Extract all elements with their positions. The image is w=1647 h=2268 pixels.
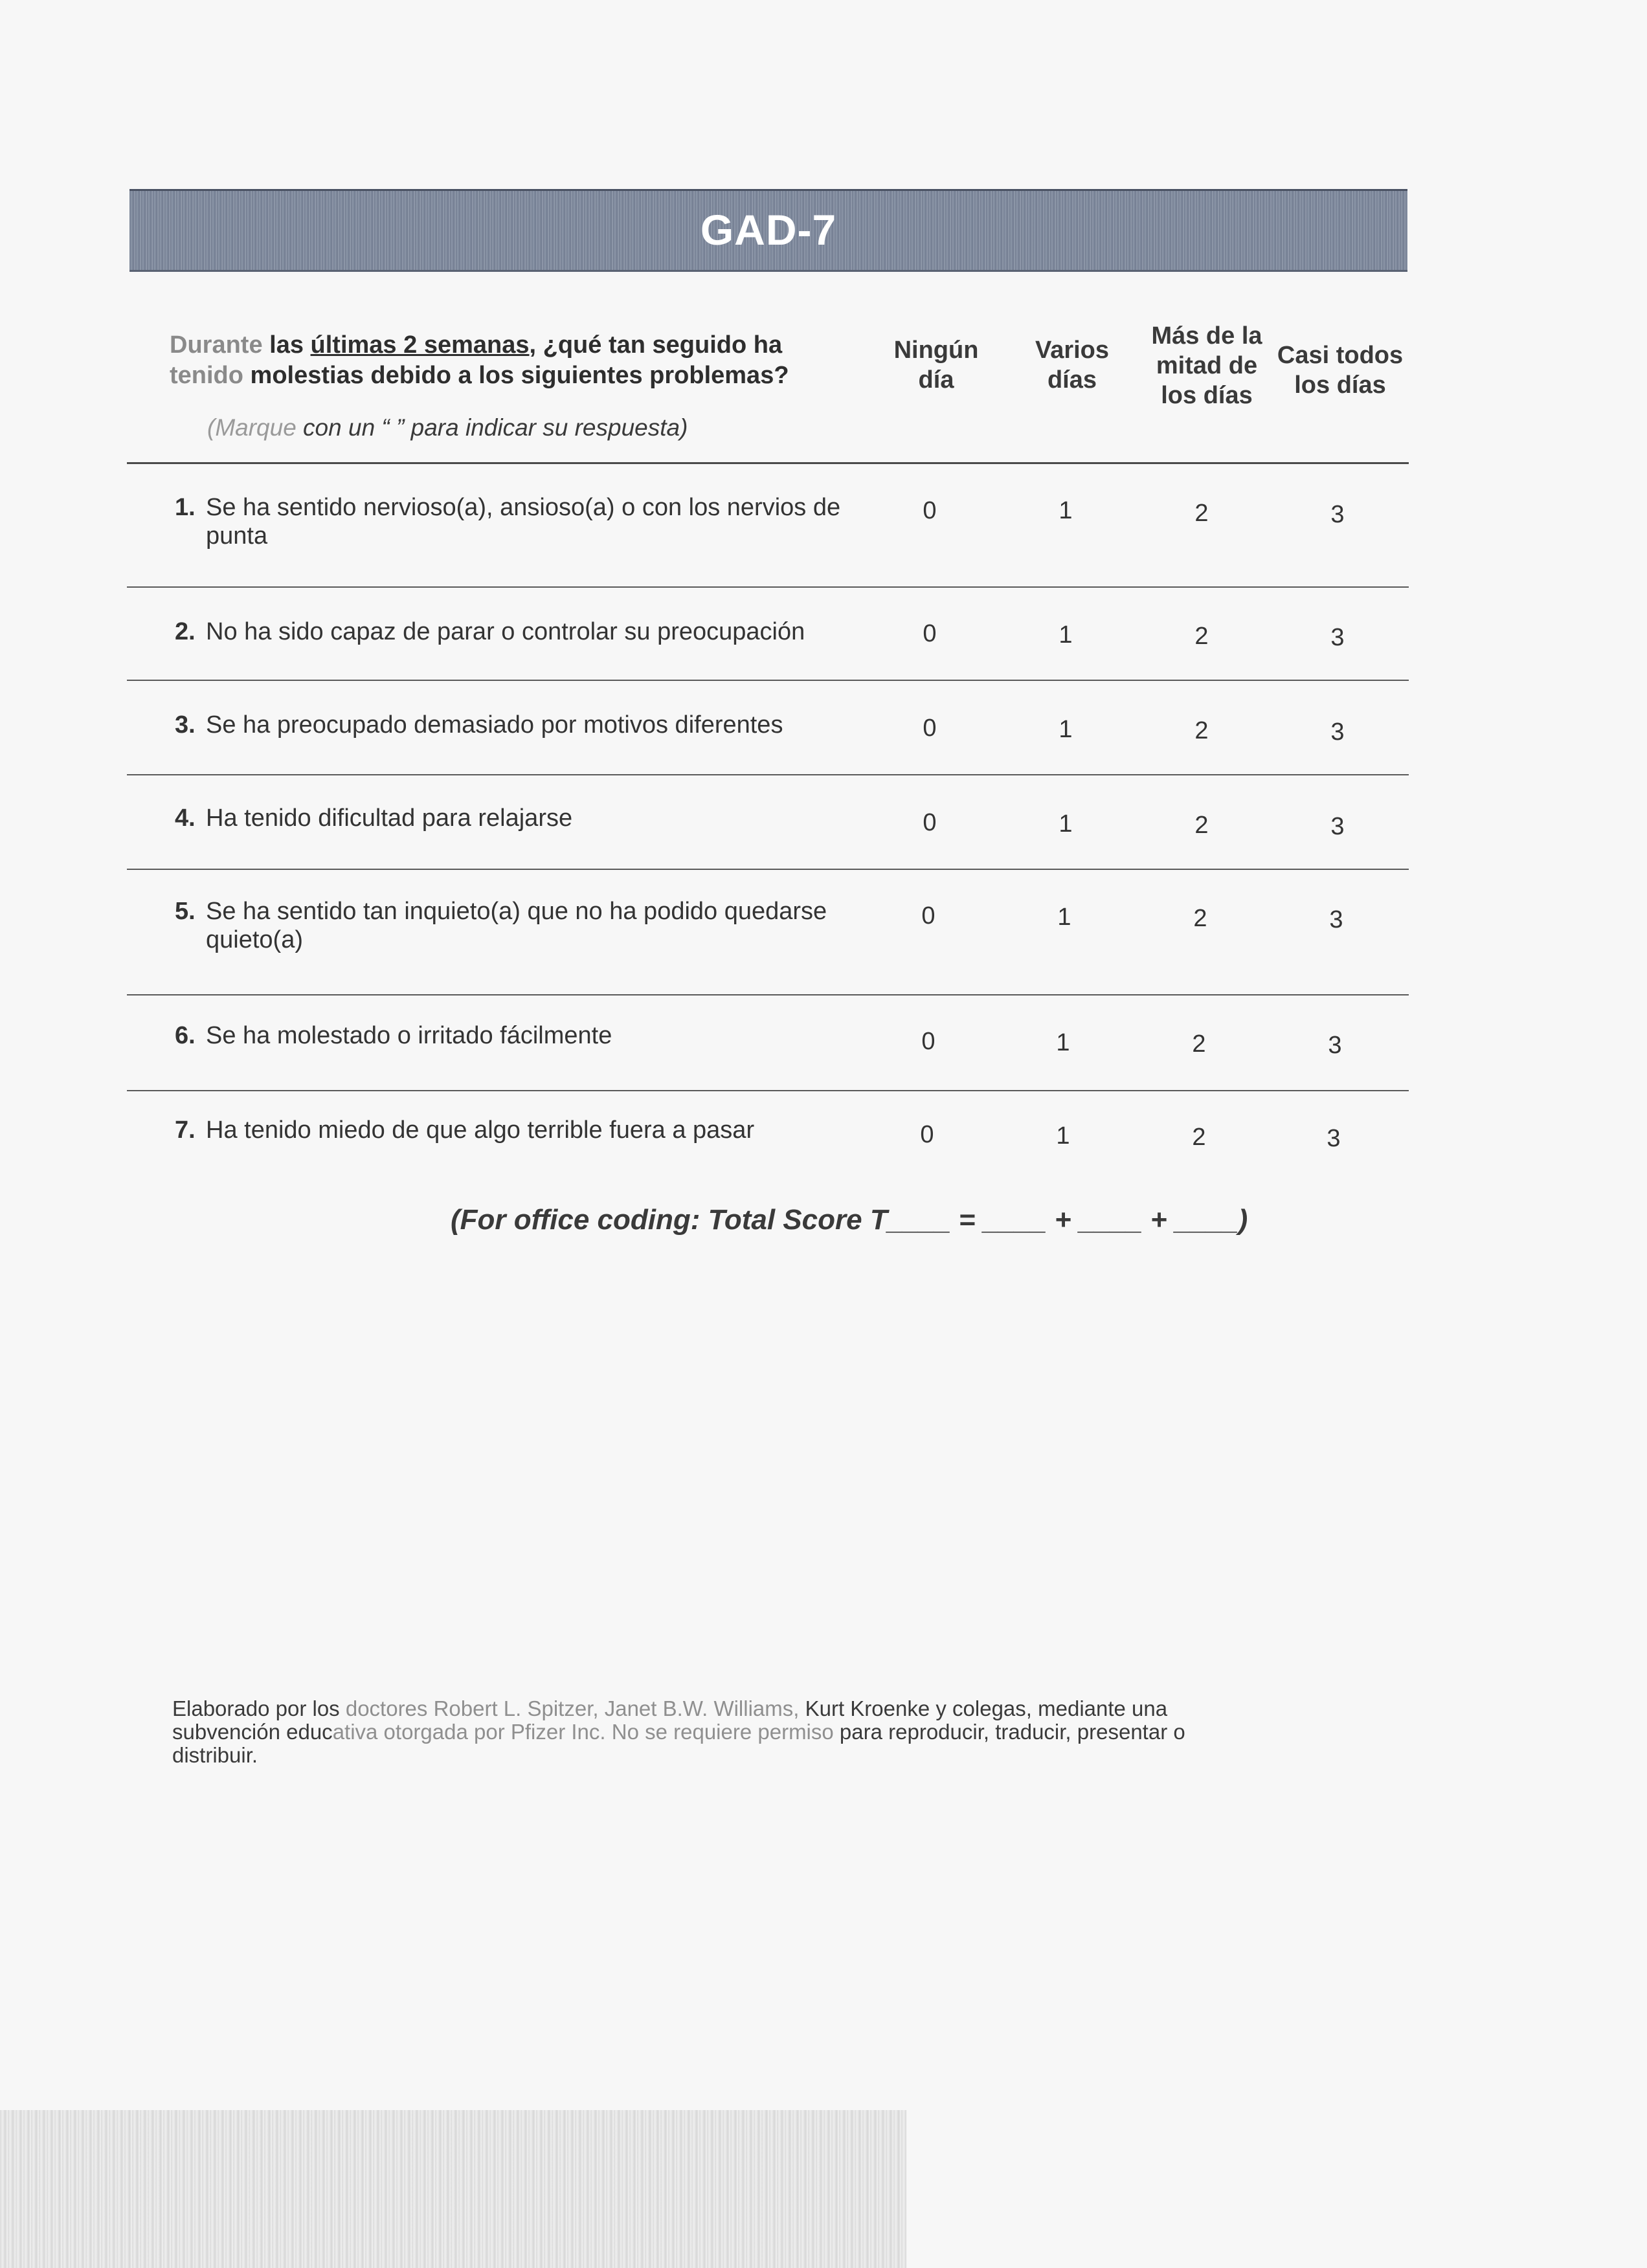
option-0[interactable]: 0	[921, 902, 936, 929]
column-header-line: los días	[1161, 382, 1253, 409]
option-2[interactable]: 2	[1194, 812, 1209, 839]
row-divider	[127, 994, 1409, 995]
instruction-faint: (Marque	[207, 414, 297, 441]
question-text: Ha tenido miedo de que algo terrible fuera a pasar	[206, 1117, 755, 1144]
question-number: 3.	[175, 711, 196, 739]
column-header-casi-todos	[1262, 340, 1418, 400]
column-header-mas-de-la-mitad	[1129, 321, 1284, 410]
column-header-line: mitad de	[1156, 352, 1258, 379]
column-header-line: Varios	[1035, 337, 1110, 364]
question-item-3	[175, 711, 874, 739]
question-number: 6.	[175, 1022, 196, 1049]
question-item-6	[175, 1021, 874, 1050]
question-text: Se ha sentido tan inquieto(a) que no ha podido quedarse quieto(a)	[206, 898, 827, 953]
option-1[interactable]: 1	[1059, 716, 1073, 743]
option-1[interactable]: 1	[1057, 904, 1071, 931]
office-coding-line: (For office coding: Total Score T____ = ____ + ____ + ____)	[451, 1204, 1248, 1236]
question-number: 1.	[175, 494, 196, 521]
question-item-1	[175, 493, 874, 550]
question-number: 4.	[175, 805, 196, 832]
footer-part-2: Kurt Kroenke y colegas, mediante una subvención educ	[172, 1696, 1168, 1744]
column-header-line: Casi todos	[1277, 342, 1404, 369]
intro-part-3: molestias debido a los siguientes problemas?	[243, 362, 789, 389]
question-text: Se ha molestado o irritado fácilmente	[206, 1022, 612, 1049]
intro-question	[170, 330, 856, 391]
column-header-line: días	[1047, 366, 1097, 394]
footer-part-1: Elaborado por los	[172, 1696, 346, 1720]
option-1[interactable]: 1	[1059, 621, 1073, 649]
option-3[interactable]: 3	[1329, 906, 1343, 933]
instruction	[207, 414, 688, 441]
option-3[interactable]: 3	[1330, 718, 1345, 746]
option-2[interactable]: 2	[1193, 905, 1207, 932]
page-title: GAD-7	[700, 206, 837, 254]
option-2[interactable]: 2	[1194, 717, 1209, 744]
question-item-4	[175, 804, 874, 832]
question-number: 5.	[175, 898, 196, 925]
footer-part-3: para reproducir, traducir, presentar o distribuir.	[172, 1720, 1185, 1767]
row-divider	[127, 774, 1409, 775]
question-number: 2.	[175, 618, 196, 645]
option-0[interactable]: 0	[921, 1028, 936, 1055]
option-3[interactable]: 3	[1330, 813, 1345, 840]
option-3[interactable]: 3	[1327, 1125, 1341, 1152]
row-divider	[127, 1090, 1409, 1091]
option-3[interactable]: 3	[1328, 1032, 1342, 1059]
question-item-2	[175, 617, 874, 646]
column-header-varios-dias	[1001, 335, 1143, 395]
question-text: Se ha preocupado demasiado por motivos diferentes	[206, 711, 783, 739]
option-2[interactable]: 2	[1194, 623, 1209, 650]
option-2[interactable]: 2	[1192, 1030, 1206, 1058]
intro-part-1: las	[262, 331, 311, 359]
option-1[interactable]: 1	[1059, 497, 1073, 524]
question-text: Ha tenido dificultad para relajarse	[206, 805, 573, 832]
footer-faint-2: ativa otorgada por Pfizer Inc. No se requiere permiso	[332, 1720, 834, 1744]
option-1[interactable]: 1	[1059, 810, 1073, 838]
row-divider	[127, 680, 1409, 681]
option-1[interactable]: 1	[1056, 1029, 1070, 1056]
intro-part-2: , ¿qué tan seguido ha	[529, 331, 783, 359]
question-item-7	[175, 1116, 874, 1144]
scan-artifact	[0, 2110, 906, 2268]
intro-faint-2: tenido	[170, 362, 243, 389]
option-1[interactable]: 1	[1056, 1122, 1070, 1150]
column-header-ningun-dia	[865, 335, 1007, 395]
option-2[interactable]: 2	[1192, 1124, 1206, 1151]
intro-underlined: últimas 2 semanas	[310, 331, 530, 359]
column-header-line: Más de la	[1151, 322, 1262, 350]
intro-faint-1: Durante	[170, 331, 263, 359]
option-0[interactable]: 0	[923, 809, 937, 836]
footer-credits	[172, 1697, 1234, 1767]
question-item-5	[175, 897, 874, 954]
instruction-text: con un “ ” para indicar su respuesta)	[296, 414, 688, 441]
option-0[interactable]: 0	[920, 1121, 934, 1148]
question-number: 7.	[175, 1117, 196, 1144]
row-divider	[127, 869, 1409, 870]
footer-faint-1: doctores Robert L. Spitzer, Janet B.W. Williams,	[345, 1696, 800, 1720]
option-0[interactable]: 0	[923, 715, 937, 742]
option-2[interactable]: 2	[1194, 500, 1209, 527]
option-0[interactable]: 0	[923, 620, 937, 647]
option-3[interactable]: 3	[1330, 624, 1345, 651]
question-text: No ha sido capaz de parar o controlar su preocupación	[206, 618, 805, 645]
option-3[interactable]: 3	[1330, 501, 1345, 528]
question-text: Se ha sentido nervioso(a), ansioso(a) o con los nervios de punta	[206, 494, 841, 550]
column-header-line: día	[918, 366, 954, 394]
option-0[interactable]: 0	[923, 497, 937, 524]
column-header-line: Ningún	[893, 337, 979, 364]
title-bar	[129, 189, 1407, 272]
row-divider	[127, 586, 1409, 588]
column-header-line: los días	[1294, 372, 1386, 399]
header-divider	[127, 462, 1409, 464]
